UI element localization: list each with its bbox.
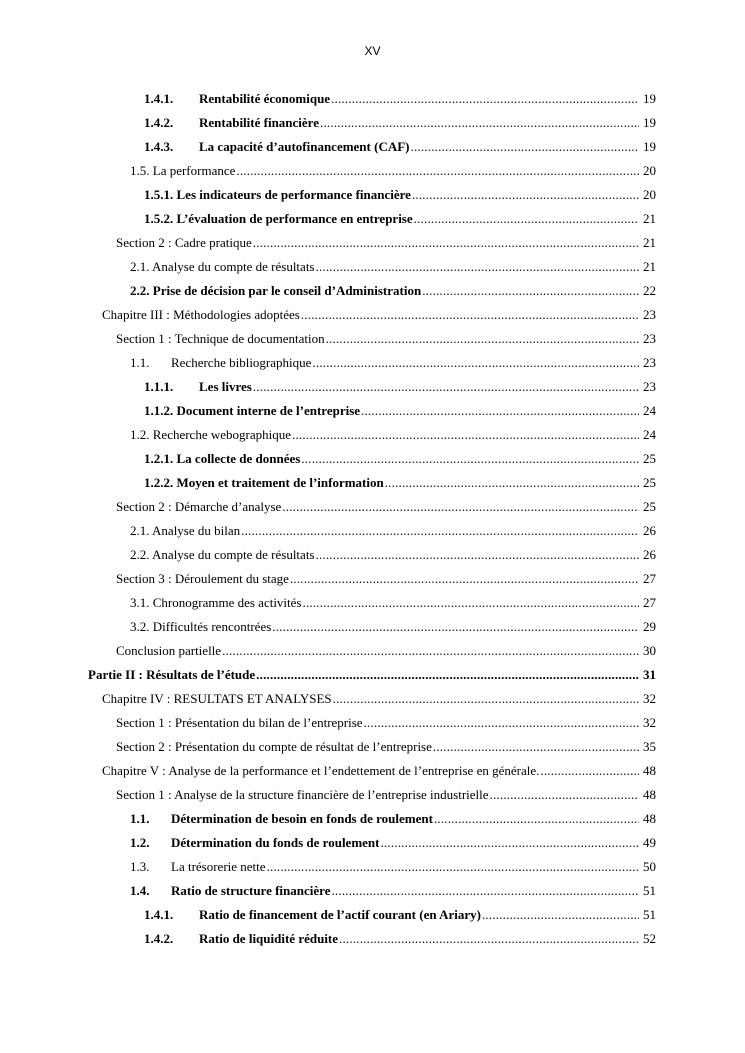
toc-entry-title: 2.2. Analyse du compte de résultats <box>130 547 315 562</box>
toc-leader-dots <box>253 234 639 252</box>
toc-leader-dots <box>540 762 639 780</box>
toc-leader-dots <box>301 306 639 324</box>
toc-entry-title: 1.2.1. La collecte de données <box>144 451 301 466</box>
toc-entry-page: 23 <box>643 379 656 394</box>
toc-leader-dots <box>482 906 639 924</box>
toc-entry-title: Les livres <box>199 379 252 394</box>
toc-entry[interactable] <box>116 570 656 588</box>
toc-entry[interactable] <box>116 234 656 252</box>
toc-leader-dots <box>236 162 639 180</box>
toc-entry-page: 32 <box>643 715 656 730</box>
toc-entry-number: 1.1. <box>130 355 150 370</box>
toc-leader-dots <box>326 330 639 348</box>
toc-entry-number: 1.1.1. <box>144 379 174 394</box>
toc-leader-dots <box>411 138 640 156</box>
toc-leader-dots <box>320 114 639 132</box>
toc-entry-title: 1.1.2. Document interne de l’entreprise <box>144 403 361 418</box>
toc-entry-title: Conclusion partielle <box>116 643 222 658</box>
toc-entry-page: 51 <box>643 883 656 898</box>
toc-entry-page: 24 <box>643 427 656 442</box>
toc-entry[interactable] <box>102 762 656 780</box>
toc-entry[interactable] <box>102 306 656 324</box>
toc-entry[interactable] <box>116 738 656 756</box>
toc-leader-dots <box>241 522 639 540</box>
toc-entry[interactable] <box>144 450 656 468</box>
toc-entry-number: 1.4.1. <box>144 91 174 106</box>
toc-entry[interactable] <box>130 618 656 636</box>
toc-entry-page: 49 <box>643 835 656 850</box>
toc-entry[interactable] <box>130 282 656 300</box>
toc-entry-page: 19 <box>643 91 656 106</box>
toc-entry[interactable] <box>130 882 656 900</box>
toc-entry[interactable] <box>144 378 656 396</box>
toc-entry-page: 23 <box>643 307 656 322</box>
toc-entry-title: Section 2 : Démarche d’analyse <box>116 499 282 514</box>
toc-leader-dots <box>422 282 639 300</box>
toc-entry[interactable] <box>116 642 656 660</box>
toc-entry[interactable] <box>144 114 656 132</box>
toc-entry-title: Détermination de besoin en fonds de roulement <box>171 811 433 826</box>
toc-entry-page: 48 <box>643 763 656 778</box>
toc-entry-page: 21 <box>643 259 656 274</box>
toc-entry-title: La trésorerie nette <box>171 859 266 874</box>
toc-entry-number: 1.4.3. <box>144 139 174 154</box>
toc-entry-title: Section 3 : Déroulement du stage <box>116 571 289 586</box>
toc-leader-dots <box>272 618 639 636</box>
toc-entry-title: Rentabilité financière <box>199 115 319 130</box>
toc-entry-title: Section 1 : Présentation du bilan de l’entreprise <box>116 715 363 730</box>
toc-entry-page: 52 <box>643 931 656 946</box>
toc-entry-title: Section 1 : Analyse de la structure financière de l’entreprise industrielle <box>116 787 489 802</box>
toc-leader-dots <box>339 930 639 948</box>
toc-entry-title: 1.5.1. Les indicateurs de performance financière <box>144 187 411 202</box>
toc-entry-title: 1.2.2. Moyen et traitement de l’information <box>144 475 384 490</box>
toc-leader-dots <box>412 186 639 204</box>
toc-entry[interactable] <box>130 354 656 372</box>
toc-entry[interactable] <box>144 930 656 948</box>
toc-entry-page: 21 <box>643 211 656 226</box>
toc-entry-title: 1.5. La performance <box>130 163 236 178</box>
toc-leader-dots <box>316 258 640 276</box>
toc-entry-title: Rentabilité économique <box>199 91 331 106</box>
toc-entry-page: 23 <box>643 331 656 346</box>
toc-entry[interactable] <box>144 402 656 420</box>
toc-entry-number: 1.4. <box>130 883 150 898</box>
toc-entry[interactable] <box>130 810 656 828</box>
toc-entry-page: 19 <box>643 115 656 130</box>
toc-entry-page: 25 <box>643 451 656 466</box>
toc-entry-page: 31 <box>643 667 656 682</box>
toc-entry-page: 29 <box>643 619 656 634</box>
toc-entry-page: 24 <box>643 403 656 418</box>
toc-entry-title: 3.2. Difficultés rencontrées <box>130 619 272 634</box>
toc-leader-dots <box>331 90 639 108</box>
toc-entry-page: 21 <box>643 235 656 250</box>
toc-entry[interactable] <box>130 546 656 564</box>
toc-entry-page: 32 <box>643 691 656 706</box>
toc-leader-dots <box>267 858 639 876</box>
toc-entry-page: 20 <box>643 163 656 178</box>
toc-entry-title: Ratio de liquidité réduite <box>199 931 339 946</box>
toc-entry-number: 1.4.2. <box>144 115 174 130</box>
toc-entry-number: 1.3. <box>130 859 150 874</box>
toc-entry-page: 26 <box>643 547 656 562</box>
toc-entry[interactable] <box>130 522 656 540</box>
toc-leader-dots <box>433 738 639 756</box>
toc-entry-page: 25 <box>643 475 656 490</box>
toc-entry-page: 51 <box>643 907 656 922</box>
toc-entry-page: 27 <box>643 595 656 610</box>
toc-leader-dots <box>282 498 639 516</box>
toc-leader-dots <box>301 450 639 468</box>
toc-entry-title: Chapitre V : Analyse de la performance et l’endettement de l’entreprise en générale. <box>102 763 540 778</box>
toc-entry[interactable] <box>144 210 656 228</box>
toc-entry-title: 1.2. Recherche webographique <box>130 427 291 442</box>
toc-entry-page: 48 <box>643 811 656 826</box>
toc-entry[interactable] <box>88 666 656 684</box>
toc-entry-title: 2.2. Prise de décision par le conseil d’Administration <box>130 283 422 298</box>
toc-entry[interactable] <box>130 858 656 876</box>
toc-entry-page: 50 <box>643 859 656 874</box>
toc-entry-title: Section 2 : Présentation du compte de résultat de l’entreprise <box>116 739 432 754</box>
toc-entry[interactable] <box>144 474 656 492</box>
toc-entry-page: 30 <box>643 643 656 658</box>
toc-entry-title: Chapitre IV : RESULTATS ET ANALYSES <box>102 691 332 706</box>
toc-entry-title: 3.1. Chronogramme des activités <box>130 595 302 610</box>
toc-leader-dots <box>361 402 639 420</box>
toc-entry-title: Chapitre III : Méthodologies adoptées <box>102 307 300 322</box>
toc-entry[interactable] <box>144 186 656 204</box>
toc-entry-title: Section 2 : Cadre pratique <box>116 235 252 250</box>
toc-entry[interactable] <box>130 426 656 444</box>
toc-entry-page: 20 <box>643 187 656 202</box>
toc-entry-title: Recherche bibliographique <box>171 355 312 370</box>
toc-entry-page: 35 <box>643 739 656 754</box>
toc-entry-page: 19 <box>643 139 656 154</box>
toc-entry-number: 1.2. <box>130 835 150 850</box>
toc-entry-title: 2.1. Analyse du compte de résultats <box>130 259 315 274</box>
toc-leader-dots <box>434 810 639 828</box>
toc-entry-page: 23 <box>643 355 656 370</box>
toc-entry[interactable] <box>144 90 656 108</box>
toc-entry-page: 22 <box>643 283 656 298</box>
toc-entry-title: Partie II : Résultats de l’étude <box>88 667 256 682</box>
toc-entry[interactable] <box>130 258 656 276</box>
toc-entry[interactable] <box>116 498 656 516</box>
toc-leader-dots <box>292 426 639 444</box>
toc-leader-dots <box>312 354 639 372</box>
toc-entry-title: Ratio de structure financière <box>171 883 331 898</box>
toc-leader-dots <box>290 570 639 588</box>
page-number: XV <box>364 44 381 58</box>
toc-entry[interactable] <box>130 162 656 180</box>
toc-entry-number: 1.4.1. <box>144 907 174 922</box>
toc-entry-page: 25 <box>643 499 656 514</box>
toc-entry[interactable] <box>130 594 656 612</box>
toc-entry-title: Ratio de financement de l’actif courant (en Ariary) <box>199 907 481 922</box>
toc-entry-title: 2.1. Analyse du bilan <box>130 523 241 538</box>
toc-leader-dots <box>256 666 639 684</box>
toc-entry-title: 1.5.2. L’évaluation de performance en entreprise <box>144 211 413 226</box>
toc-entry-page: 48 <box>643 787 656 802</box>
toc-entry[interactable] <box>144 906 656 924</box>
toc-entry-number: 1.4.2. <box>144 931 174 946</box>
toc-leader-dots <box>380 834 639 852</box>
toc-entry[interactable] <box>116 330 656 348</box>
toc-leader-dots <box>331 882 639 900</box>
toc-leader-dots <box>303 594 640 612</box>
toc-leader-dots <box>253 378 639 396</box>
toc-leader-dots <box>316 546 640 564</box>
toc-entry-title: Détermination du fonds de roulement <box>171 835 380 850</box>
toc-entry-number: 1.1. <box>130 811 150 826</box>
toc-entry[interactable] <box>144 138 656 156</box>
toc-entry[interactable] <box>116 786 656 804</box>
toc-entry[interactable] <box>102 690 656 708</box>
toc-entry-title: La capacité d’autofinancement (CAF) <box>199 139 410 154</box>
toc-leader-dots <box>385 474 639 492</box>
toc-entry-title: Section 1 : Technique de documentation <box>116 331 325 346</box>
toc-entry-page: 27 <box>643 571 656 586</box>
toc-entry-page: 26 <box>643 523 656 538</box>
toc-entry[interactable] <box>116 714 656 732</box>
toc-leader-dots <box>364 714 639 732</box>
toc-entry[interactable] <box>130 834 656 852</box>
toc-leader-dots <box>333 690 639 708</box>
toc-leader-dots <box>490 786 639 804</box>
toc-leader-dots <box>414 210 639 228</box>
toc-leader-dots <box>222 642 639 660</box>
